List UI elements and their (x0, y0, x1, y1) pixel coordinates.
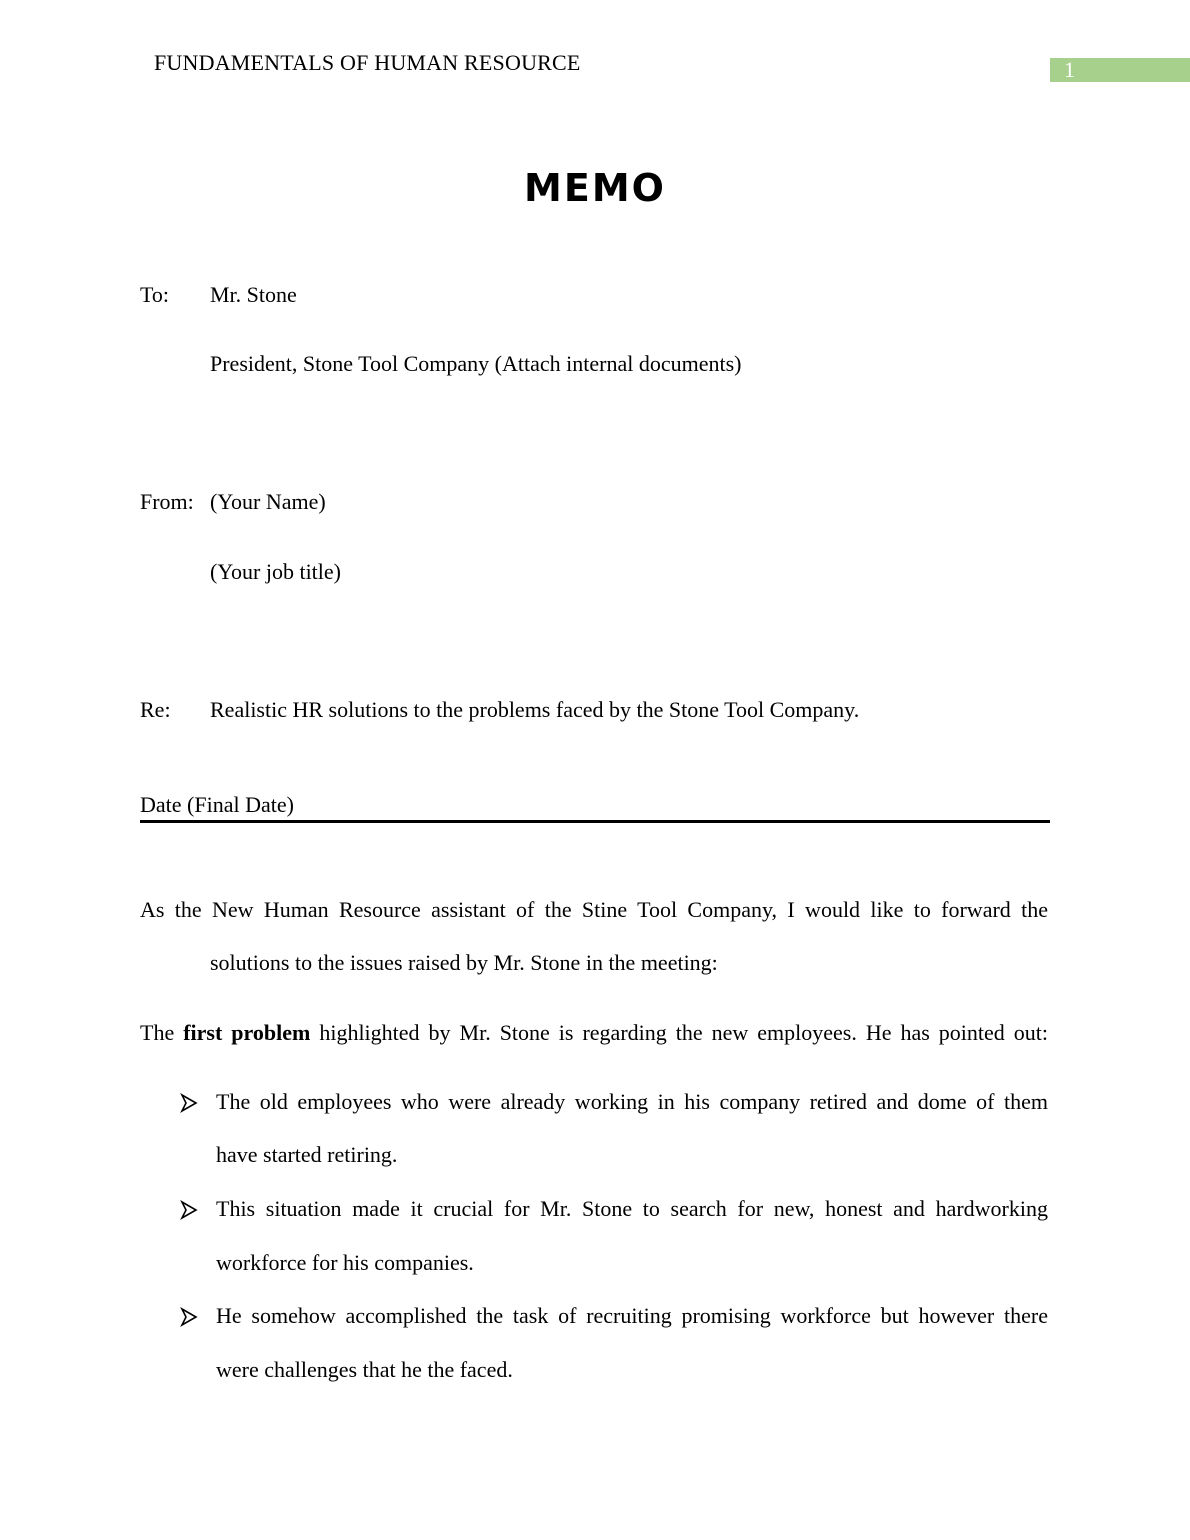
memo-title: MEMO (524, 166, 666, 210)
from-title: (Your job title) (210, 559, 341, 584)
problem-prefix: The (140, 1020, 175, 1045)
bullet-2-line-2: workforce for his companies. (216, 1250, 474, 1275)
page-number: 1 (1064, 57, 1075, 82)
re-label: Re: (140, 697, 171, 722)
from-name: (Your Name) (210, 489, 326, 514)
intro-line-2: solutions to the issues raised by Mr. Stone in the meeting: (210, 950, 718, 975)
arrow-bullet-icon (180, 1093, 198, 1113)
re-text: Realistic HR solutions to the problems faced by the Stone Tool Company. (210, 697, 860, 722)
date-divider (140, 820, 1050, 823)
running-head: FUNDAMENTALS OF HUMAN RESOURCE (154, 50, 581, 75)
to-label: To: (140, 282, 170, 307)
problem-line (140, 1020, 1048, 1046)
to-name: Mr. Stone (210, 282, 297, 307)
intro-line-1: As the New Human Resource assistant of the Stine Tool Company, I would like to forward the (140, 897, 1048, 922)
bullet-3-line-2: were challenges that he the faced. (216, 1357, 513, 1382)
bullet-3-line-1: He somehow accomplished the task of recruiting promising workforce but however there (216, 1303, 1048, 1328)
bullet-2-line-1: This situation made it crucial for Mr. Stone to search for new, honest and hardworking (216, 1196, 1048, 1221)
date-line: Date (Final Date) (140, 792, 294, 817)
problem-bold: first problem (183, 1020, 311, 1045)
arrow-bullet-icon (180, 1307, 198, 1327)
problem-rest: highlighted by Mr. Stone is regarding the new employees. He has pointed out: (319, 1020, 1048, 1045)
page-number-bar (1050, 58, 1190, 82)
bullet-1-line-1: The old employees who were already working in his company retired and dome of them (216, 1089, 1048, 1114)
to-title: President, Stone Tool Company (Attach internal documents) (210, 351, 742, 376)
bullet-1-line-2: have started retiring. (216, 1142, 398, 1167)
arrow-bullet-icon (180, 1200, 198, 1220)
from-label: From: (140, 489, 194, 514)
